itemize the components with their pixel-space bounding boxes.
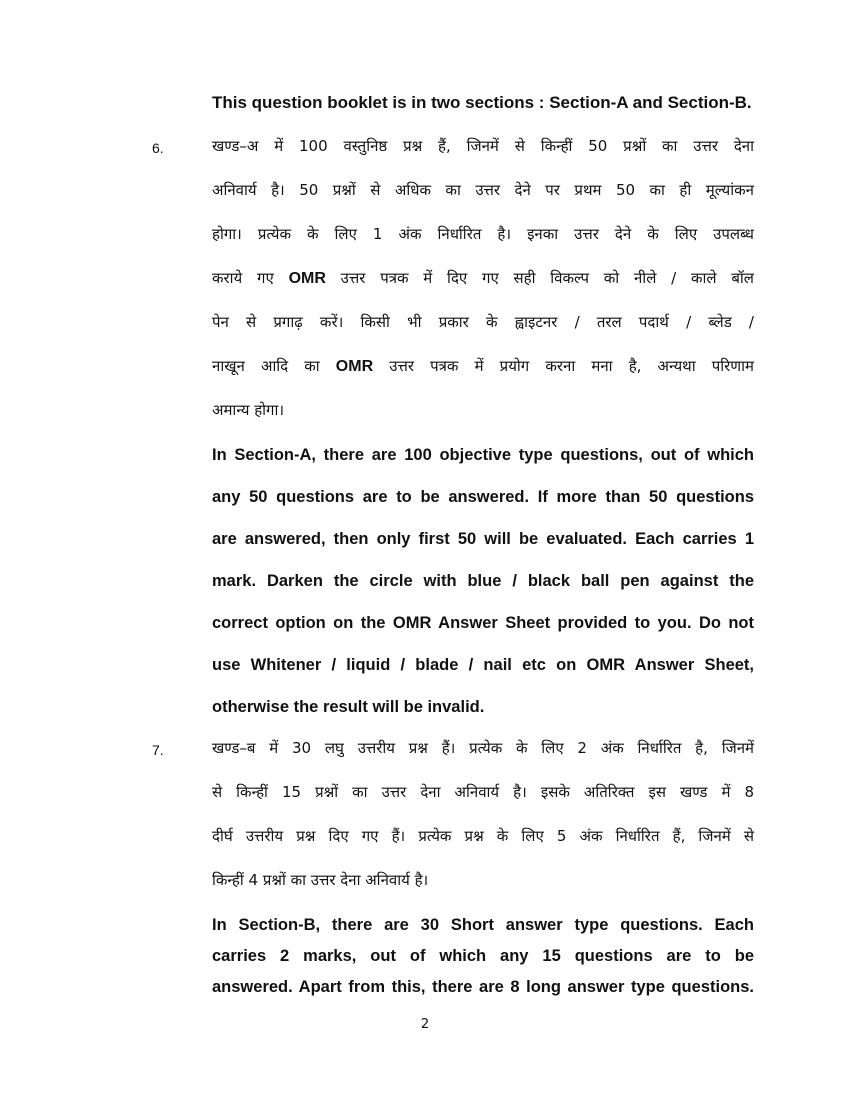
item-6-english-line-4: mark. Darken the circle with blue / black ball pen against the <box>212 572 754 590</box>
item-7-english-line-3: answered. Apart from this, there are 8 long answer type questions. <box>212 978 754 996</box>
item-6-hindi-line-2: अनिवार्य है। 50 प्रश्नों से अधिक का उत्तर देने पर प्रथम 50 का ही मूल्यांकन <box>212 181 754 199</box>
item-7-english-line-1: In Section-B, there are 30 Short answer type questions. Each <box>212 916 754 934</box>
item-6-hindi-line-6: नाखून आदि का OMR उत्तर पत्रक में प्रयोग करना मना है, अन्यथा परिणाम <box>212 357 754 375</box>
item-7-hindi-line-1: खण्ड–ब में 30 लघु उत्तरीय प्रश्न हैं। प्रत्येक के लिए 2 अंक निर्धारित है, जिनमें <box>212 739 754 757</box>
item-6-english-line-3: are answered, then only first 50 will be evaluated. Each carries 1 <box>212 530 754 548</box>
item-6-english-line-2: any 50 questions are to be answered. If more than 50 questions <box>212 488 754 506</box>
item-6-english-line-7: otherwise the result will be invalid. <box>212 698 485 716</box>
item-6-hindi-line-7: अमान्य होगा। <box>212 401 285 419</box>
page-number: 2 <box>420 1017 430 1032</box>
item-6-english-line-5: correct option on the OMR Answer Sheet provided to you. Do not <box>212 614 754 632</box>
omr-emphasis: OMR <box>288 270 326 287</box>
item-6-hindi-line-4: कराये गए OMR उत्तर पत्रक में दिए गए सही विकल्प को नीले / काले बॉल <box>212 269 754 287</box>
omr-emphasis: OMR <box>335 358 374 375</box>
item-6-english-line-6: use Whitener / liquid / blade / nail etc on OMR Answer Sheet, <box>212 656 754 674</box>
item-6-english-line-1: In Section-A, there are 100 objective type questions, out of which <box>212 446 754 464</box>
item-number-7: 7. <box>152 742 164 758</box>
item-7-english-line-2: carries 2 marks, out of which any 15 questions are to be <box>212 947 754 965</box>
item-number-6: 6. <box>152 140 164 156</box>
item-6-hindi-line-3: होगा। प्रत्येक के लिए 1 अंक निर्धारित है। इनका उत्तर देने के लिए उपलब्ध <box>212 225 754 243</box>
item-6-hindi-line-1: खण्ड–अ में 100 वस्तुनिष्ठ प्रश्न हैं, जिनमें से किन्हीं 50 प्रश्नों का उत्तर देना <box>212 137 754 155</box>
item-6-hindi-line-5: पेन से प्रगाढ़ करें। किसी भी प्रकार के ह्वाइटनर / तरल पदार्थ / ब्लेड / <box>212 313 754 331</box>
item-7-hindi-line-3: दीर्घ उत्तरीय प्रश्न दिए गए हैं। प्रत्येक प्रश्न के लिए 5 अंक निर्धारित हैं, जिनमें से <box>212 827 754 845</box>
item-7-hindi-line-4: किन्हीं 4 प्रश्नों का उत्तर देना अनिवार्य है। <box>212 871 429 889</box>
intro-heading: This question booklet is in two sections : Section-A and Section-B. <box>212 93 752 112</box>
item-7-hindi-line-2: से किन्हीं 15 प्रश्नों का उत्तर देना अनिवार्य है। इसके अतिरिक्त इस खण्ड में 8 <box>212 783 754 801</box>
